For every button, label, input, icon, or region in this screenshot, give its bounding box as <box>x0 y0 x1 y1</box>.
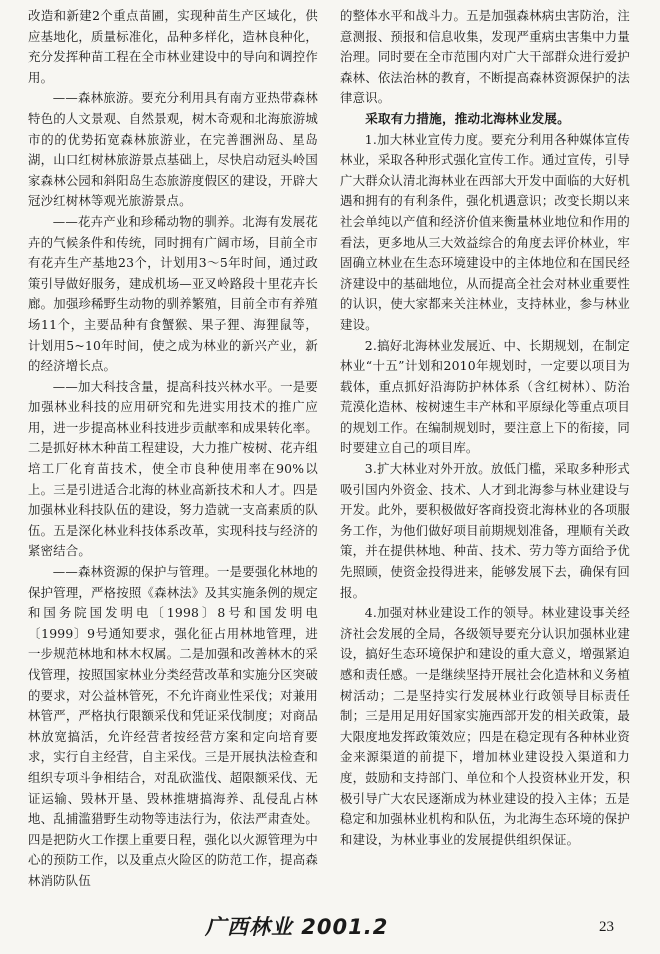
paragraph: 4.加强对林业建设工作的领导。林业建设事关经济社会发展的全局，各级领导要充分认识加强林业建设，搞好生态环境保护和建设的重大意义，增强紧迫感和责任感。一是继续坚持开展社会化造林和义务植树活动；二是坚持实行发展林业行政领导目标责任制；三是用足用好国家实施西部开发的相关政策，最大限度地发挥政策效应；四是在稳定现有各种林业资金来源渠道的前提下，增加林业建设投入渠道和力度，鼓励和支持部门、单位和个人投资林业开发，积极引导广大农民逐渐成为林业建设的投入主体；五是稳定和加强林业机构和队伍，为北海生态环境的保护和建设，为林业事业的发展提供组织保证。 <box>340 605 630 847</box>
page-number: 23 <box>599 919 614 935</box>
section-heading: 采取有力措施，推动北海林业发展。 <box>365 110 570 126</box>
paragraph: ——花卉产业和珍稀动物的驯养。北海有发展花卉的气候条件和传统，同时拥有广阔市场，目前全市有花卉生产基地23个，计划用3～5年时间，通过政策引导做好服务，建成机场—亚叉岭路段十里花卉长廊。加强珍稀野生动物的驯养繁殖，目前全市有养殖场11个，主要品种有食蟹猴、果子狸、海狸鼠等，计划用5~10年时间，使之成为林业的新兴产业，新的经济增长点。 <box>28 213 318 374</box>
paragraph: ——森林资源的保护与管理。一是要强化林地的保护管理，严格按照《森林法》及其实施条例的规定和国务院国发明电〔1998〕8号和国发明电〔1999〕9号通知要求，强化征占用林地管理，进一步规范林地和林木权属。二是加强和改善林木的采伐管理，按照国家林业分类经营改革和实施分区突破的要求，对公益林管死，不允许商业性采伐；对兼用林管严，严格执行限额采伐和凭证采伐制度；对商品林放宽搞活，允许经营者按经营方案和定向培育要求，实行自主经营，自主采伐。三是开展执法检查和组织专项斗争相结合，对乱砍滥伐、超限额采伐、无证运输、毁林开垦、毁林推塘搞海养、乱侵乱占林地、乱捕滥猎野生动物等违法行为，依法严肃查处。四是把防火工作摆上重要日程，强化以火源管理为中心的预防工作，以及重点火险区的防范工作，提高森林消防队伍 <box>28 564 318 888</box>
paragraph: 3.扩大林业对外开放。放低门槛，采取多种形式吸引国内外资金、技术、人才到北海参与林业建设与开发。此外，要积极做好客商投资北海林业的各项服务工作，为他们做好项目前期规划准备，理顺有关政策，并在提供林地、种苗、技术、劳力等方面给予优先照顾，使资金投得进来，能够发展下去，确保有回报。 <box>340 461 630 600</box>
left-column <box>28 6 318 892</box>
journal-title: 广西林业 2001.2 <box>205 915 389 939</box>
paragraph: ——加大科技含量，提高科技兴林水平。一是要加强林业科技的应用研究和先进实用技术的推广应用，进一步提高林业科技进步贡献率和成果转化率。二是抓好林木种苗工程建设，大力推广桉树、花卉组培工厂化育苗技术，使全市良种使用率在90%以上。三是引进适合北海的林业高新技术和人才。四是加强林业科技队伍的建设，努力造就一支高素质的队伍。五是深化林业科技体系改革，实现科技与经济的紧密结合。 <box>28 378 318 559</box>
paragraph: 1.加大林业宣传力度。要充分利用各种媒体宣传林业，采取各种形式强化宣传工作。通过宣传，引导广大群众认清北海林业在西部大开发中面临的大好机遇和拥有的有利条件，强化机遇意识；改变长期以来社会单纯以产值和经济价值来衡量林业地位和作用的看法，更多地从三大效益综合的角度去评价林业，牢固确立林业在生态环境建设中的主体地位和在国民经济建设中的基础地位，从而提高全社会对林业重要性的认识，使大家都来关注林业，支持林业，参与林业建设。 <box>340 131 630 332</box>
paragraph: 改造和新建2个重点苗圃，实现种苗生产区域化，供应基地化，质量标准化，品种多样化，造林良种化，充分发挥种苗工程在全市林业建设中的导向和调控作用。 <box>28 8 318 85</box>
right-column <box>340 6 630 850</box>
paragraph: ——森林旅游。要充分利用具有南方亚热带森林特色的人文景观、自然景观，树木奇观和北海旅游城市的的优势拓宽森林旅游业，在完善涠洲岛、星岛湖，山口红树林旅游景点基础上，尽快启动冠头岭国家森林公园和斜阳岛生态旅游度假区的建设，开辟大冠沙红树林等观光旅游景点。 <box>28 90 318 209</box>
paragraph: 2.搞好北海林业发展近、中、长期规划，在制定林业“十五”计划和2010年规划时，一定要以项目为载体，重点抓好沿海防护林体系（含红树林）、防治荒漠化造林、桉树速生丰产林和平原绿化等重点项目的规划工作。在编制规划时，要注意上下的衔接，同时要建立自己的项目库。 <box>340 337 630 456</box>
paragraph: 的整体水平和战斗力。五是加强森林病虫害防治，注意测报、预报和信息收集，发现严重病虫害集中力量治理。同时要在全市范围内对广大干部群众进行爱护森林、依法治林的教育，不断提高森林资源保护的法律意识。 <box>340 8 630 106</box>
